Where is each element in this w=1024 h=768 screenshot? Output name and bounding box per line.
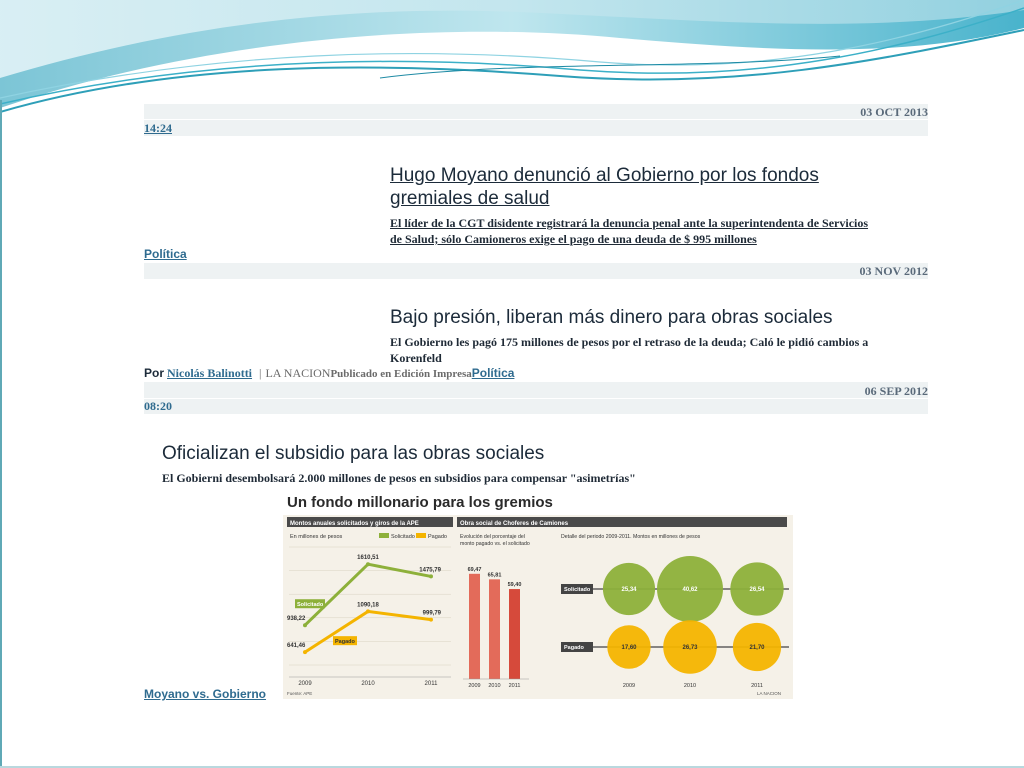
bar-2011	[509, 589, 520, 679]
bar-data-label: 65,81	[487, 572, 502, 579]
legend-solicitado: Solicitado	[391, 534, 415, 540]
article-1-section-link[interactable]: Política	[144, 247, 187, 261]
header-wave-decoration	[0, 0, 1024, 115]
bar-chart	[463, 567, 529, 689]
legend-pagado-swatch	[416, 533, 426, 538]
line-point-solicitado	[429, 574, 433, 578]
line-point-solicitado	[303, 623, 307, 627]
line-x-tick: 2009	[298, 681, 312, 687]
article-3-headline[interactable]: Oficializan el subsidio para las obras sociales	[162, 443, 545, 464]
article-1-summary-line-2: de Salud; sólo Camioneros exige el pago de una deuda de $ 995 millones	[390, 232, 757, 246]
infographic-brand: LA NACION	[757, 691, 782, 696]
bar-chart-title-line-2: monto pagado vs. el solicitado	[460, 541, 530, 547]
bubble-data-label: 21,70	[749, 645, 765, 651]
line-data-label: 999,79	[422, 610, 441, 617]
bubble-data-label: 40,62	[682, 587, 698, 593]
line-data-label: 1610,51	[357, 555, 379, 562]
right-panel-title: Obra social de Choferes de Camiones	[460, 521, 569, 527]
article-1-summary[interactable]	[390, 215, 930, 247]
article-3-summary: El Gobierni desembolsará 2.000 millones de pesos en subsidios para compensar "asimetrías"	[162, 471, 636, 485]
infographic-title: Un fondo millonario para los gremios	[287, 494, 553, 511]
bubble-x-tick: 2011	[751, 683, 763, 689]
infographic-fondo-millonario	[283, 487, 793, 699]
line-point-pagado	[366, 609, 370, 613]
line-point-pagado	[303, 650, 307, 654]
article-3-date-bar	[144, 382, 928, 414]
article-1-headline[interactable]	[390, 164, 819, 210]
bubble-data-label: 26,54	[749, 587, 765, 593]
bar-2009	[469, 574, 480, 679]
article-2-headline[interactable]: Bajo presión, liberan más dinero para obras sociales	[390, 307, 833, 328]
byline-outlet: LA NACION	[265, 366, 331, 380]
article-2-section-link[interactable]: Política	[471, 366, 515, 380]
line-tag-pagado: Pagado	[335, 639, 355, 646]
line-data-label: 641,46	[287, 643, 306, 650]
line-data-label: 938,22	[287, 616, 306, 623]
bubble-data-label: 17,60	[621, 645, 637, 651]
bar-2010	[489, 579, 500, 679]
bubble-row-label: Solicitado	[564, 587, 591, 593]
bar-x-tick: 2011	[508, 683, 521, 689]
frame-left-border	[0, 100, 2, 768]
bubble-data-label: 25,34	[621, 587, 637, 593]
legend-solicitado-swatch	[379, 533, 389, 538]
article-2-date-bar	[144, 263, 928, 279]
article-2-date: 03 NOV 2012	[859, 264, 928, 278]
article-1-time[interactable]: 14:24	[144, 121, 172, 135]
article-1-date-bar	[144, 104, 928, 136]
legend-pagado: Pagado	[428, 534, 447, 540]
bar-data-label: 69,47	[467, 566, 482, 573]
left-panel-title: Montos anuales solicitados y giros de la APE	[290, 521, 419, 527]
byline-published: Publicado en Edición Impresa	[330, 368, 472, 380]
date-bar-divider	[144, 398, 928, 399]
bar-data-label: 59,40	[507, 582, 522, 589]
line-x-tick: 2010	[361, 681, 375, 687]
line-tag-solicitado: Solicitado	[297, 602, 324, 609]
bubble-x-tick: 2009	[622, 683, 636, 689]
date-bar-divider	[144, 119, 928, 120]
article-3-caption-link[interactable]: Moyano vs. Gobierno	[144, 687, 267, 701]
bubble-chart-title: Detalle del periodo 2009-2011. Montos en millones de pesos	[561, 534, 701, 540]
article-1-summary-line-1: El líder de la CGT disidente registrará la denuncia penal ante la superintendenta de Servicios	[390, 216, 869, 230]
article-2-summary	[390, 334, 930, 366]
line-x-tick: 2011	[424, 681, 438, 687]
article-1-headline-line-1: Hugo Moyano denunció al Gobierno por los fondos	[390, 165, 819, 186]
bubble-data-label: 26,73	[682, 645, 698, 651]
line-data-label: 1475,79	[419, 567, 441, 574]
article-3-time: 08:20	[144, 399, 172, 413]
line-point-solicitado	[366, 562, 370, 566]
article-2-summary-line-2: Korenfeld	[390, 351, 442, 365]
infographic-source: Fuente: APE	[287, 691, 313, 696]
article-1-headline-line-2: gremiales de salud	[390, 188, 550, 209]
bar-x-tick: 2010	[488, 683, 501, 689]
article-3-date: 06 SEP 2012	[864, 384, 928, 398]
article-1-date: 03 OCT 2013	[860, 105, 928, 119]
byline-por: Por	[144, 366, 165, 380]
article-2-byline	[144, 366, 514, 381]
bubble-row-label: Pagado	[564, 645, 584, 651]
byline-author-link[interactable]: Nicolás Balinotti	[167, 366, 253, 380]
article-2-summary-line-1: El Gobierno les pagó 175 millones de pesos por el retraso de la deuda; Caló le pidió cambios a	[390, 335, 869, 349]
byline-separator: |	[259, 366, 262, 380]
bubble-x-tick: 2010	[683, 683, 697, 689]
line-data-label: 1090,18	[357, 602, 379, 609]
bar-chart-title-line-1: Evolución del porcentaje del	[460, 534, 525, 540]
bar-x-tick: 2009	[468, 683, 481, 689]
left-panel-unit: En millones de pesos	[290, 534, 343, 540]
line-point-pagado	[429, 618, 433, 622]
